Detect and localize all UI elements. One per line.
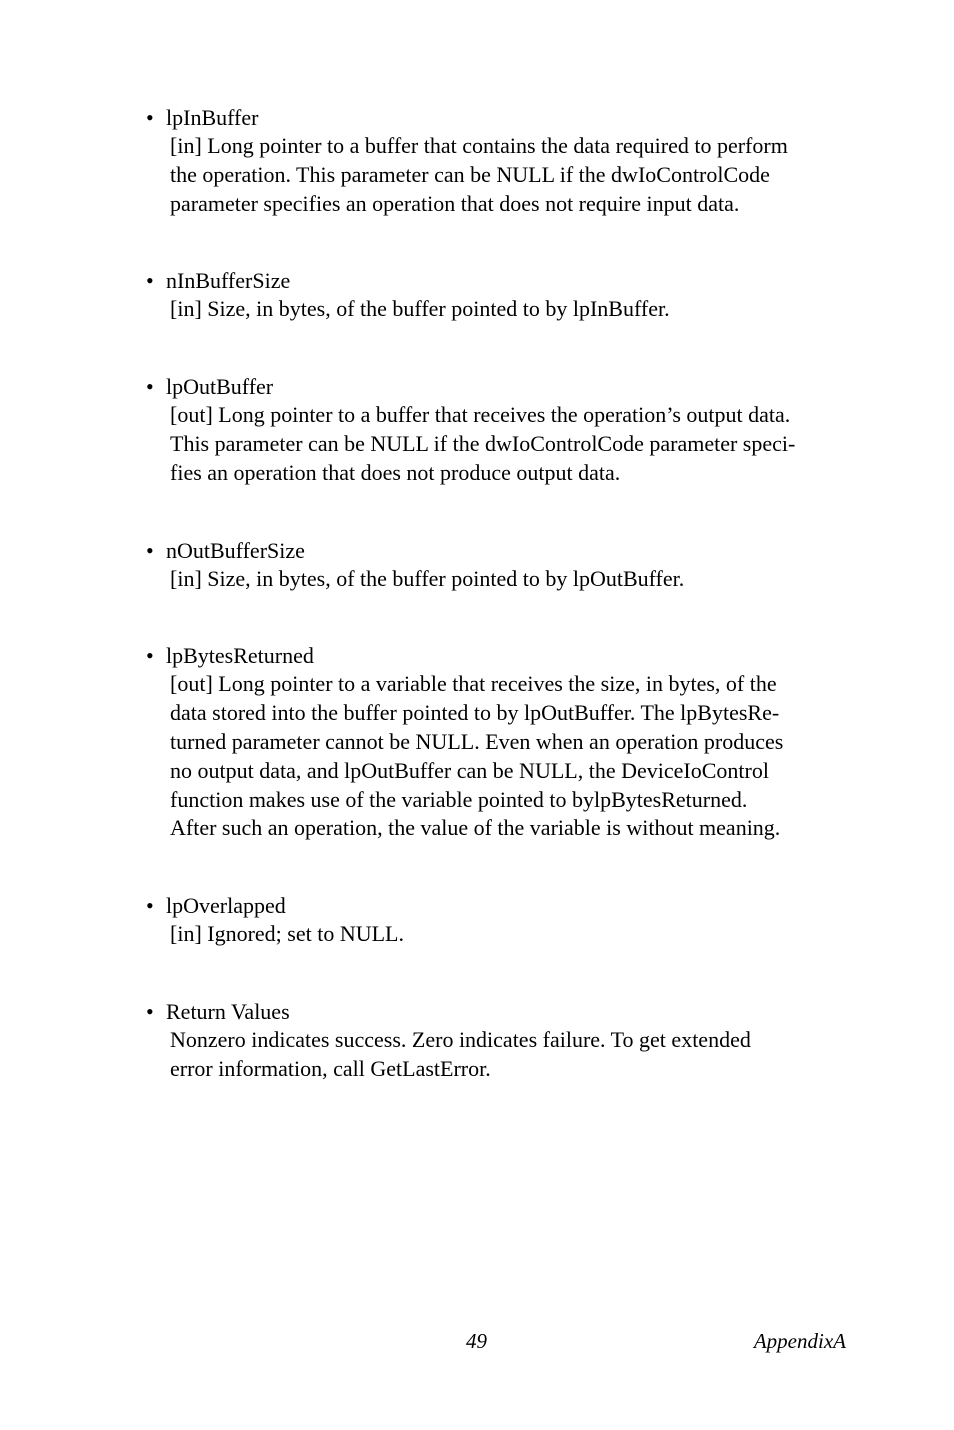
bullet: • bbox=[146, 537, 154, 563]
param-return-values bbox=[146, 997, 866, 1084]
param-name: lpOverlapped bbox=[166, 893, 286, 919]
document-body bbox=[146, 103, 866, 1084]
param-noutbuffersize bbox=[146, 536, 866, 594]
param-description bbox=[170, 565, 866, 594]
description-line: [in] Ignored; set to NULL. bbox=[170, 921, 404, 947]
param-lpoutbuffer bbox=[146, 372, 866, 487]
description-line: turned parameter cannot be NULL. Even when an operation produces bbox=[170, 728, 784, 754]
page-number: 49 bbox=[466, 1329, 487, 1353]
param-ninbuffersize bbox=[146, 266, 866, 324]
description-line: [out] Long pointer to a variable that receives the size, in bytes, of the bbox=[170, 671, 777, 697]
param-name: nInBufferSize bbox=[166, 268, 291, 294]
bullet: • bbox=[146, 893, 154, 919]
param-name: nOutBufferSize bbox=[166, 537, 305, 563]
bullet: • bbox=[146, 268, 154, 294]
param-name: lpBytesReturned bbox=[166, 643, 314, 669]
description-line: [out] Long pointer to a buffer that receives the operation’s output data. bbox=[170, 402, 791, 428]
description-line: [in] Size, in bytes, of the buffer pointed to by lpOutBuffer. bbox=[170, 565, 685, 591]
param-name: lpInBuffer bbox=[166, 105, 259, 130]
description-line: After such an operation, the value of the variable is without meaning. bbox=[170, 815, 781, 841]
param-description bbox=[170, 670, 866, 843]
param-description bbox=[170, 132, 866, 218]
param-lpinbuffer bbox=[146, 103, 866, 218]
bullet: • bbox=[146, 374, 154, 400]
description-line: fies an operation that does not produce output data. bbox=[170, 459, 621, 485]
description-line: [in] Long pointer to a buffer that contains the data required to perform bbox=[170, 133, 788, 158]
param-name: Return Values bbox=[166, 998, 290, 1024]
param-description bbox=[170, 295, 866, 324]
footer-section-name: AppendixA bbox=[753, 1329, 846, 1353]
param-description bbox=[170, 920, 866, 949]
description-line: no output data, and lpOutBuffer can be NULL, the DeviceIoControl bbox=[170, 757, 769, 783]
bullet: • bbox=[146, 643, 154, 669]
description-line: the operation. This parameter can be NULL if the dwIoControlCode bbox=[170, 161, 770, 187]
description-line: error information, call GetLastError. bbox=[170, 1055, 491, 1081]
param-name: lpOutBuffer bbox=[166, 374, 274, 400]
param-lpoverlapped bbox=[146, 891, 866, 949]
description-line: Nonzero indicates success. Zero indicates failure. To get extended bbox=[170, 1026, 751, 1052]
param-description bbox=[170, 401, 866, 487]
description-line: parameter specifies an operation that does not require input data. bbox=[170, 190, 740, 216]
param-description bbox=[170, 1026, 866, 1084]
bullet: • bbox=[146, 998, 154, 1024]
description-line: data stored into the buffer pointed to by lpOutBuffer. The lpBytesRe- bbox=[170, 700, 780, 726]
param-lpbytesreturned bbox=[146, 641, 866, 843]
description-line: [in] Size, in bytes, of the buffer pointed to by lpInBuffer. bbox=[170, 296, 670, 322]
description-line: This parameter can be NULL if the dwIoControlCode parameter speci- bbox=[170, 430, 796, 456]
description-line: function makes use of the variable pointed to bylpBytesReturned. bbox=[170, 786, 748, 812]
bullet: • bbox=[146, 105, 154, 130]
